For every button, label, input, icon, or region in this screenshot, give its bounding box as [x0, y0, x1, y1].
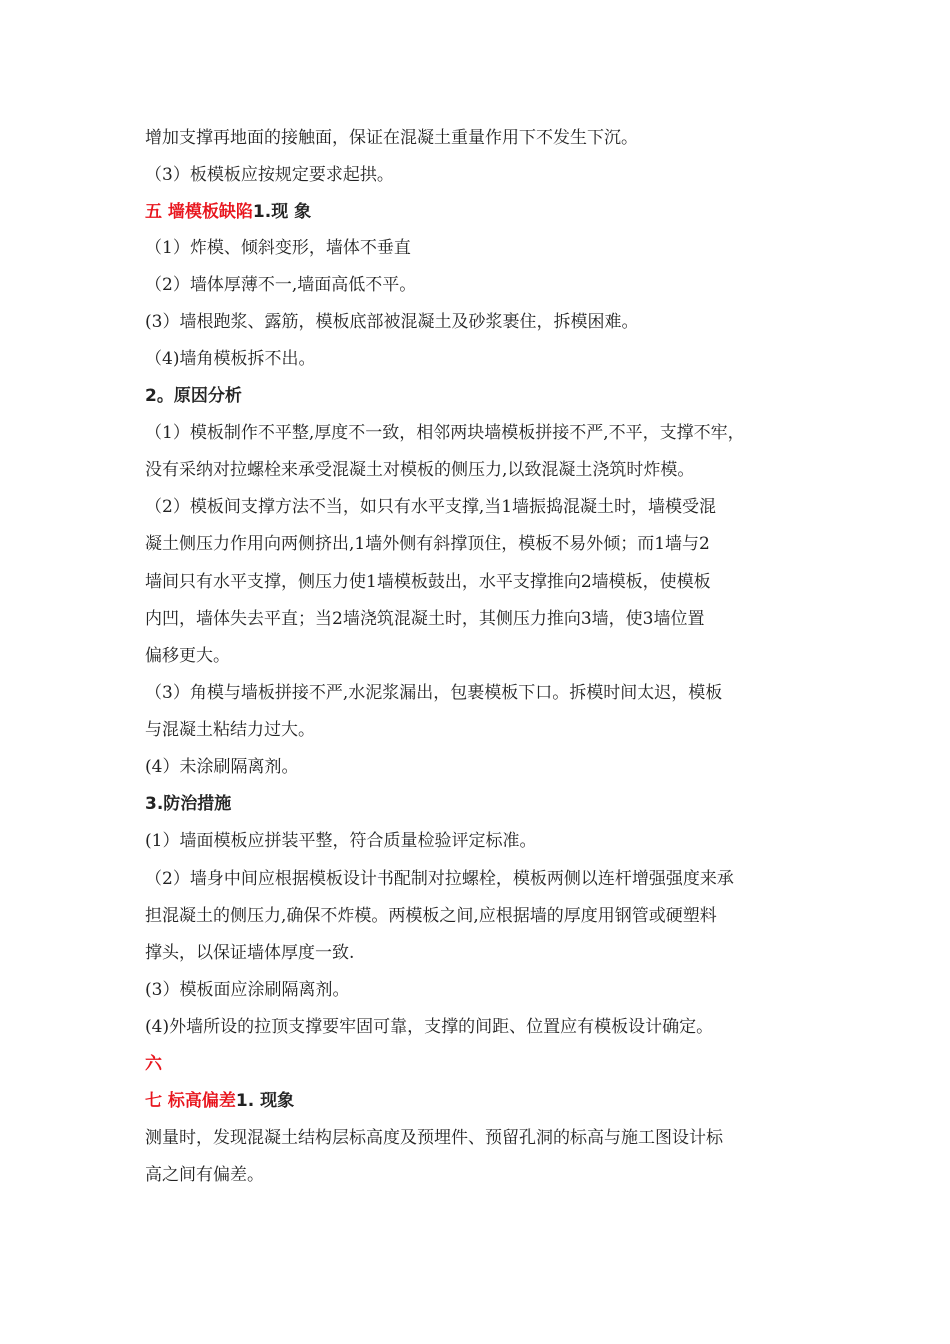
paragraph-line: （2）墙身中间应根据模板设计书配制对拉螺栓，模板两侧以连杆增强强度来承 [145, 869, 734, 889]
section-title-red: 五 墙模板缺陷 [145, 202, 253, 222]
paragraph-line: 凝土侧压力作用向两侧挤出,1墙外侧有斜撑顶住，模板不易外倾；而1墙与2 [145, 534, 710, 554]
subsection-title: 3.防治措施 [145, 794, 232, 814]
paragraph-line: 与混凝土粘结力过大。 [145, 720, 315, 740]
section-heading-7 [145, 1089, 294, 1113]
paragraph-line: 撑头，以保证墙体厚度一致. [145, 943, 355, 963]
paragraph-line: （2）墙体厚薄不一,墙面高低不平。 [145, 275, 417, 295]
paragraph-line: （3）板模板应按规定要求起拱。 [145, 165, 394, 185]
paragraph-line: 测量时，发现混凝土结构层标高度及预埋件、预留孔洞的标高与施工图设计标 [145, 1128, 723, 1148]
paragraph-line: (4)外墙所设的拉顶支撑要牢固可靠，支撑的间距、位置应有模板设计确定。 [145, 1017, 714, 1037]
section-title-red: 七 标高偏差 [145, 1091, 236, 1111]
paragraph-line: （1）模板制作不平整,厚度不一致，相邻两块墙模板拼接不严,不平，支撑不牢， [145, 423, 745, 443]
subsection-title: 2。原因分析 [145, 386, 242, 406]
paragraph-line: (4）未涂刷隔离剂。 [145, 757, 299, 777]
section-heading-5 [145, 200, 311, 224]
paragraph-line: 增加支撑再地面的接触面，保证在混凝土重量作用下不发生下沉。 [145, 128, 638, 148]
paragraph-line: 偏移更大。 [145, 646, 230, 666]
paragraph-line: (3）模板面应涂刷隔离剂。 [145, 980, 350, 1000]
subsection-title: 1.现 象 [252, 202, 312, 222]
paragraph-line: 担混凝土的侧压力,确保不炸模。两模板之间,应根据墙的厚度用钢管或硬塑料 [145, 906, 717, 926]
paragraph-line: 内凹，墙体失去平直；当2墙浇筑混凝土时，其侧压力推向3墙，使3墙位置 [145, 609, 705, 629]
paragraph-line: 没有采纳对拉螺栓来承受混凝土对模板的侧压力,以致混凝土浇筑时炸模。 [145, 460, 695, 480]
paragraph-line: 墙间只有水平支撑，侧压力使1墙模板鼓出，水平支撑推向2墙模板，使模板 [145, 572, 711, 592]
section-title-red: 六 [145, 1054, 162, 1074]
paragraph-line: （2）模板间支撑方法不当，如只有水平支撑,当1墙振捣混凝土时，墙模受混 [145, 497, 717, 517]
paragraph-line: 高之间有偏差。 [145, 1165, 264, 1185]
section-heading-6 [145, 1052, 162, 1076]
paragraph-line: (3）墙根跑浆、露筋，模板底部被混凝土及砂浆裹住，拆模困难。 [145, 312, 639, 332]
paragraph-line: （1）炸模、倾斜变形，墙体不垂直 [145, 238, 411, 258]
paragraph-line: （3）角模与墙板拼接不严,水泥浆漏出，包裹模板下口。拆模时间太迟，模板 [145, 683, 723, 703]
subsection-title: 1. 现象 [235, 1091, 295, 1111]
paragraph-line: （4)墙角模板拆不出。 [145, 349, 316, 369]
paragraph-line: (1）墙面模板应拼装平整，符合质量检验评定标准。 [145, 831, 537, 851]
